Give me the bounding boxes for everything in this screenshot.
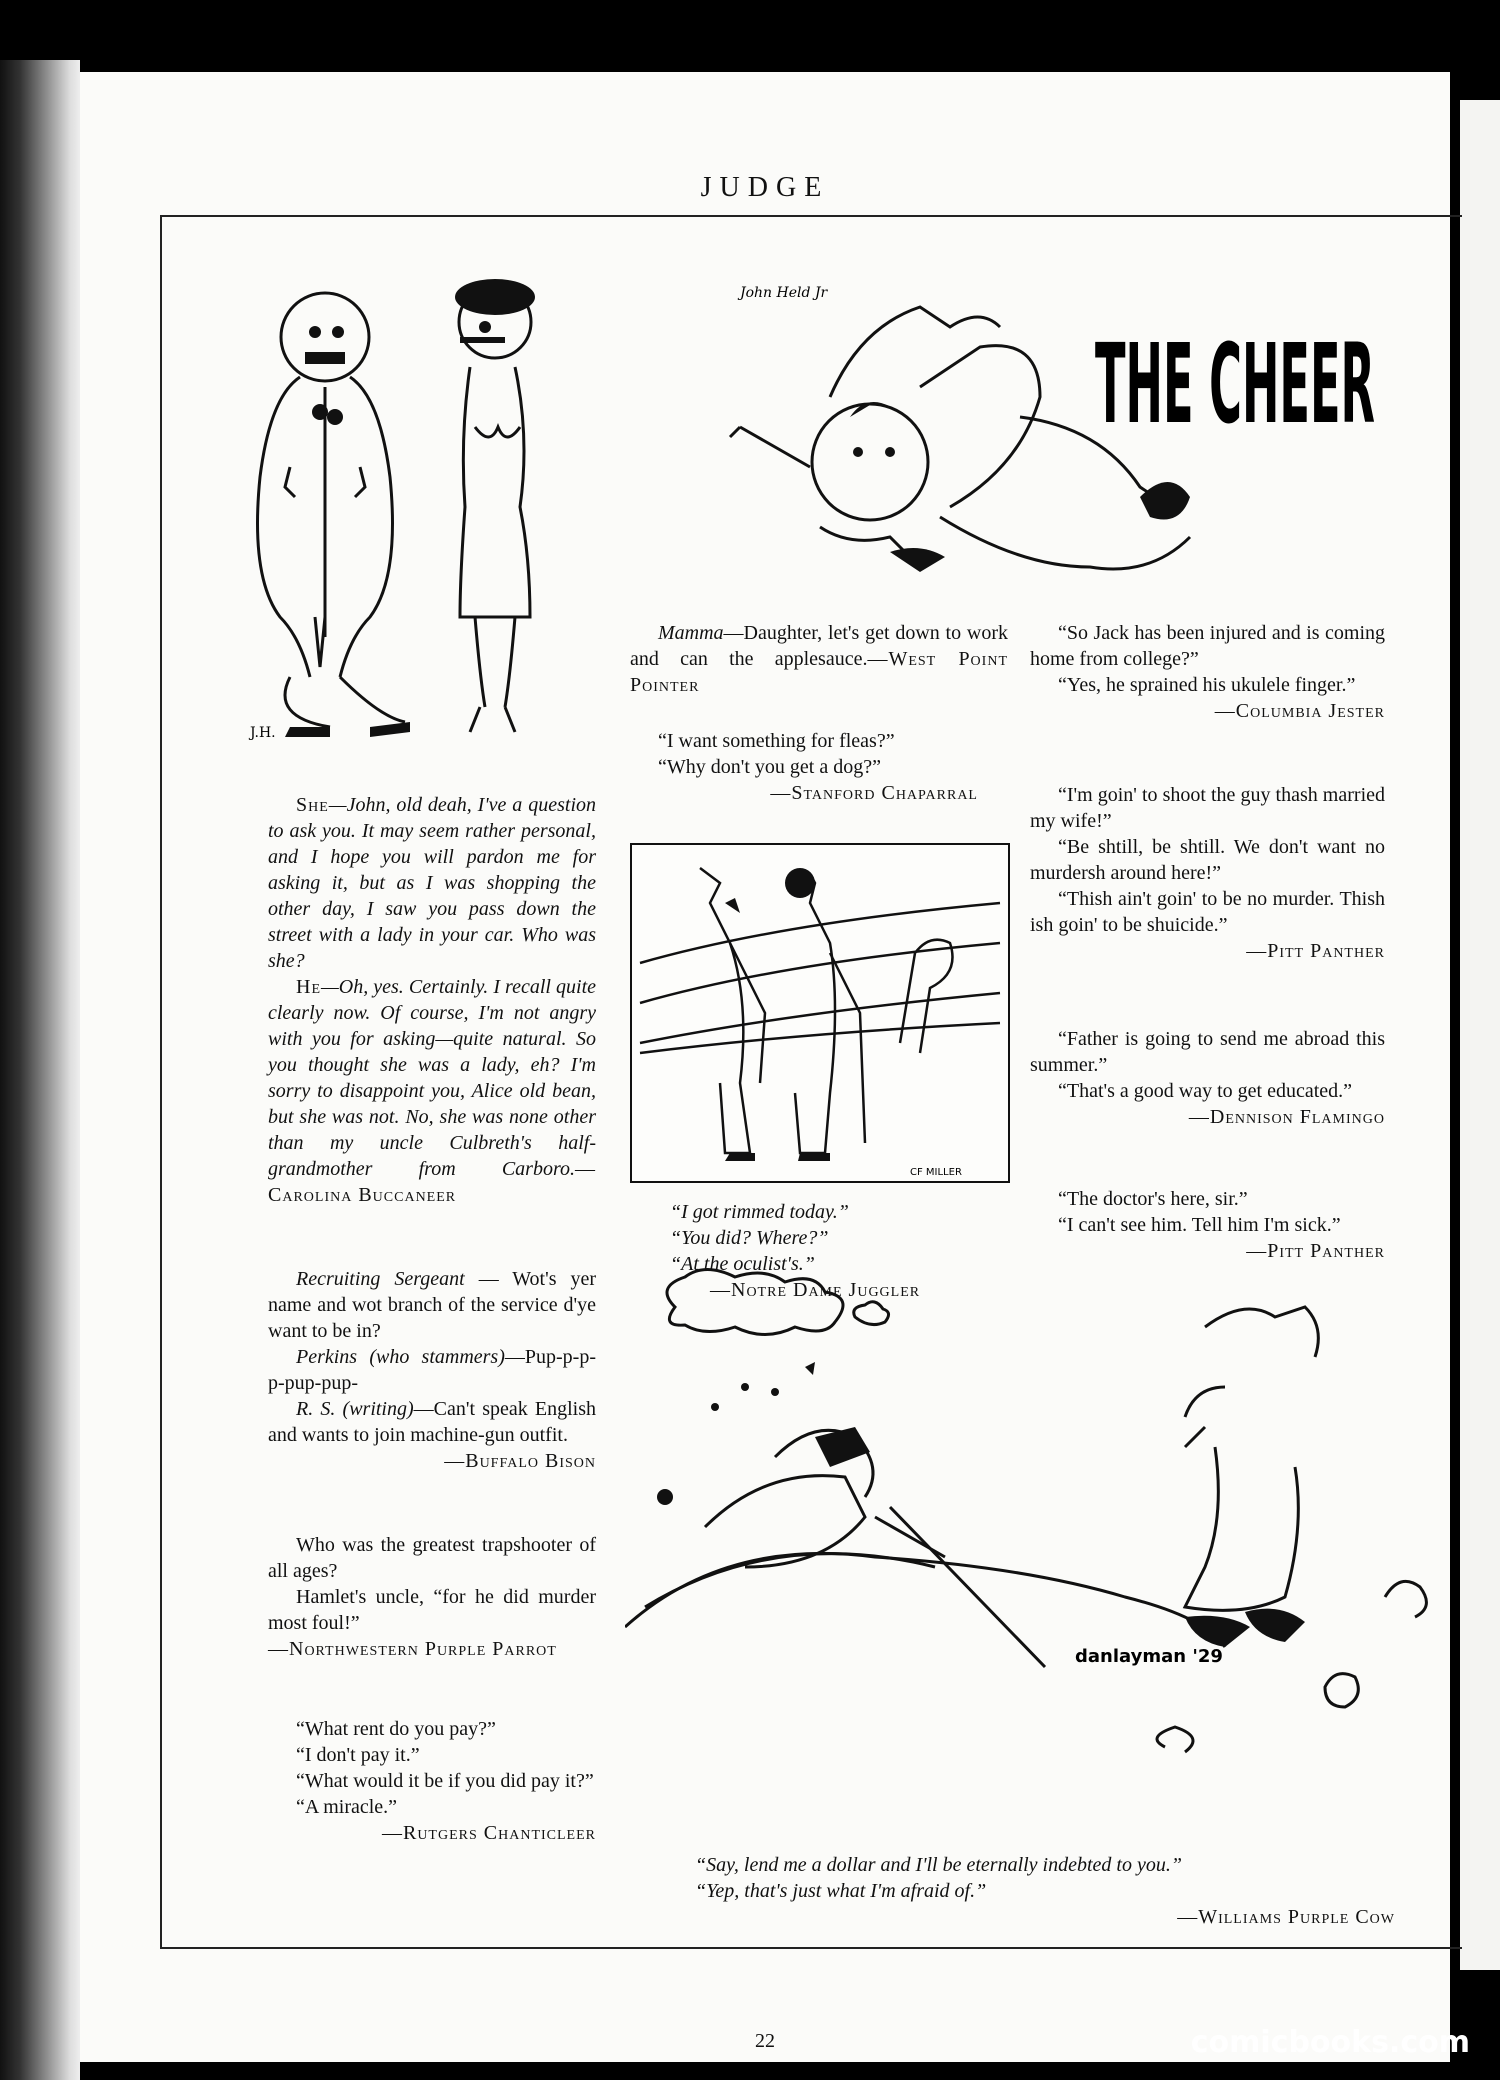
left-column [268,792,596,1846]
joke-carolina: She—John, old deah, I've a question to ask you. It may seem rather personal, and I hope you will pardon me for asking it, but as I was shopping the other day, I saw you pass down the street with a lady in your car. Who was she? He—Oh, yes. Certainly. I recall quite clearly now. Of course, I'm not angry with you for asking—quite natural. So you thought she was a lady, eh? I'm sorry to disappoint you, Alice old bean, but she was not. No, she was none other than my uncle Culbreth's half-grandmother from Carboro.—Carolina Buccaneer [268,794,596,1206]
joke-buffalo: Recruiting Sergeant — Wot's yer name and wot branch of the service d'ye want to be in? Perkins (who stammers)—Pup-p-p-p-pup-pup- R. S. (writing)—Can't speak English and wants to join machine-gun outfit. —Buffalo Bison [268,1268,596,1472]
men-at-fence-cartoon [630,843,1010,1183]
cheer-title: THE CHEER [1095,320,1375,448]
right-column [1030,620,1385,1264]
page-number: 22 [755,2030,775,2052]
joke-dennison: “Father is going to send me abroad this summer.” “That's a good way to get educated.” —Dennison Flamingo [1030,1028,1385,1128]
couple-cartoon [230,257,670,767]
book-spine [0,60,80,2080]
cheer-signature: John Held Jr [740,285,828,301]
joke-columbia: “So Jack has been injured and is coming home from college?” “Yes, he sprained his ukulele finger.” —Columbia Jester [1030,622,1385,722]
joke-pitt-2: “The doctor's here, sir.” “I can't see him. Tell him I'm sick.” —Pitt Panther [1058,1188,1385,1262]
joke-rutgers: “What rent do you pay?” “I don't pay it.” “What would it be if you did pay it?” “A miracle.” —Rutgers Chanticleer [296,1718,596,1844]
magazine-page [80,72,1450,2062]
cheer-cartoon [720,267,1380,597]
joke-west-point: Mamma—Daughter, let's get down to work and can the applesauce.—West Point Pointer [630,622,1008,696]
middle-cartoon-signature: CF MILLER [910,1167,962,1178]
joke-northwestern: Who was the greatest trapshooter of all ages? Hamlet's uncle, “for he did murder most foul!” —Northwestern Purple Parrot [268,1534,596,1660]
page-header: JUDGE [700,172,830,203]
bottom-cartoon-signature: danlayman '29 [1075,1646,1223,1667]
joke-notre-dame: “I got rimmed today.” “You did? Where?” “At the oculist's.” —Notre Dame Juggler [670,1201,921,1301]
watermark: comicbooks.com [1190,2025,1470,2060]
joke-williams: “Say, lend me a dollar and I'll be eternally indebted to you.” “Yep, that's just what I'm afraid of.” —Williams Purple Cow [695,1854,1395,1928]
adjacent-page-edge [1460,100,1500,1970]
duel-cartoon [625,1267,1455,1842]
middle-column [630,620,1008,806]
joke-pitt-1: “I'm goin' to shoot the guy thash married my wife!” “Be shtill, be shtill. We don't want no murdersh around here!” “Thish ain't goin' to be no murder. Thish ish goin' to be shuicide.” —Pitt Panther [1030,784,1385,962]
couple-signature: J.H. [250,725,276,741]
joke-stanford: “I want something for fleas?” “Why don't you get a dog?” —Stanford Chaparral [658,730,978,804]
